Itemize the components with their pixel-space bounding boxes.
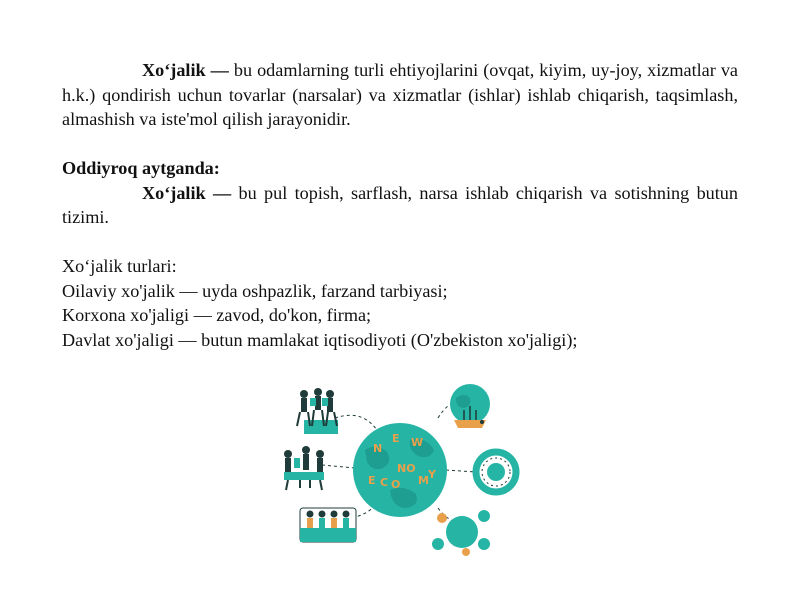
team-group-icon <box>300 508 356 542</box>
definition-term: Xo‘jalik — <box>142 60 229 80</box>
svg-text:E: E <box>368 474 376 487</box>
svg-text:M: M <box>418 474 429 487</box>
definition-paragraph <box>62 58 738 132</box>
simple-definition-text: bu pul topish, sarflash, narsa ishlab chiqarish va sotishning butun tizimi. <box>62 182 738 227</box>
simple-heading: Oddiyroq aytganda: <box>62 158 220 178</box>
definition-text: bu odamlarning turli ehtiyojlarini (ovqat, kiyim, uy-joy, xizmatlar va h.k.) qondirish uchun tovarlar (narsalar) va xizmatlar (ishlar) ishlab chiqarish, taqsimlash, almashish va iste'mol qilish jarayonidir. <box>62 60 738 129</box>
earth-plant-icon <box>450 384 490 428</box>
globe-cluster-icon <box>432 510 490 556</box>
list-item: Oilaviy xo'jalik — uyda oshpazlik, farzand tarbiyasi; <box>62 280 448 301</box>
simple-definition-term: Xo‘jalik — <box>142 182 232 203</box>
types-heading: Xo‘jalik turlari: <box>62 256 177 276</box>
svg-text:N: N <box>373 442 383 455</box>
meeting-table-icon <box>284 446 324 490</box>
simple-definition-paragraph <box>62 181 738 230</box>
svg-text:O: O <box>391 478 401 491</box>
globe-icon <box>353 423 447 517</box>
svg-text:E: E <box>392 432 400 445</box>
svg-text:NO: NO <box>397 462 416 475</box>
document-body <box>62 58 738 352</box>
list-item: Davlat xo'jaligi — butun mamlakat iqtisodiyoti (O'zbekiston xo'jaligi); <box>62 329 578 350</box>
svg-text:W: W <box>411 436 424 449</box>
svg-text:Y: Y <box>428 468 436 481</box>
svg-text:C: C <box>380 476 389 489</box>
list-item: Korxona xo'jaligi — zavod, do'kon, firma; <box>62 305 372 325</box>
target-ring-icon <box>476 452 516 492</box>
people-group-top-icon <box>297 388 338 434</box>
economy-illustration <box>270 380 540 560</box>
